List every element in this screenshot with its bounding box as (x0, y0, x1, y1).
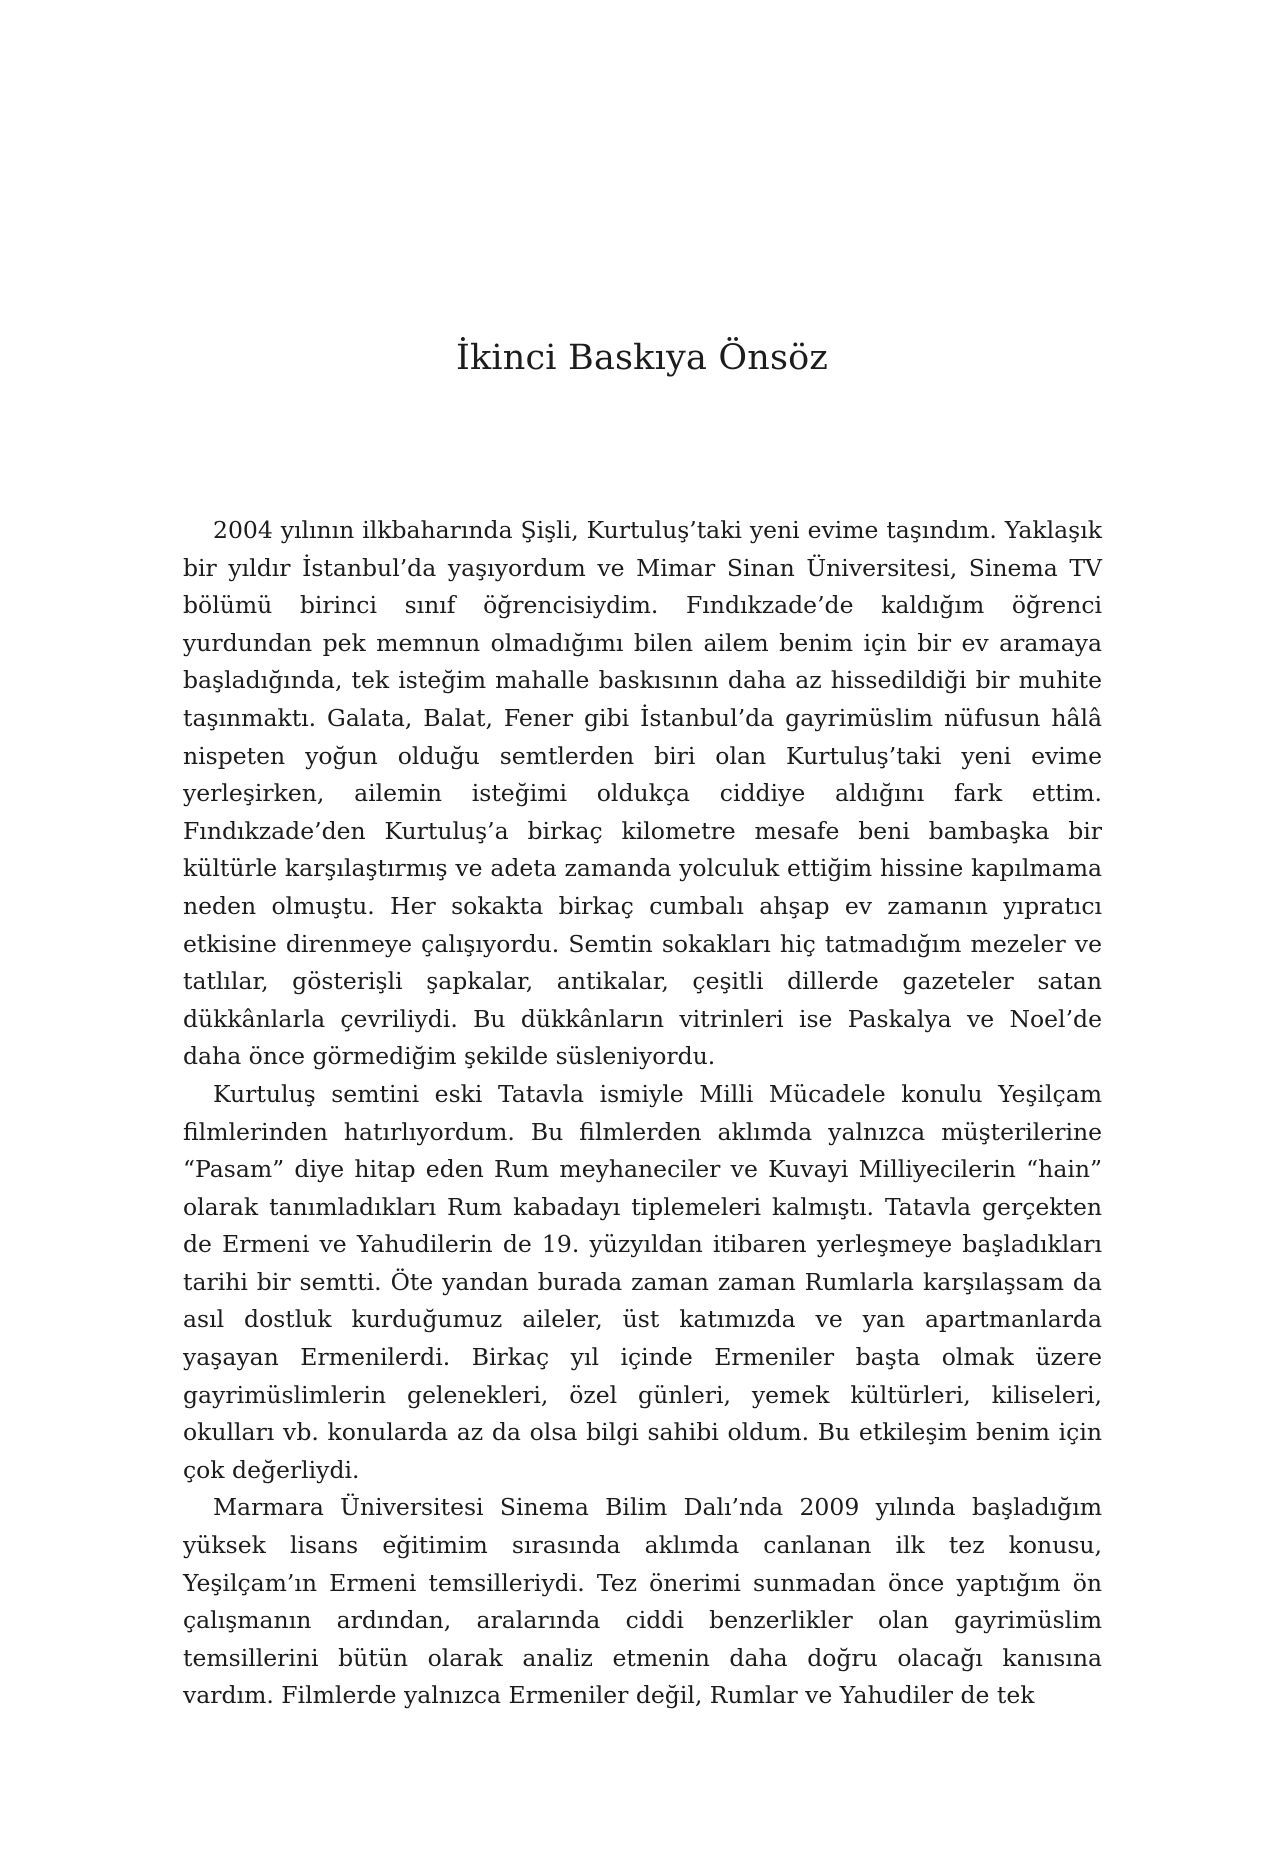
page-title: İkinci Baskıya Önsöz (455, 338, 829, 378)
paragraph: Marmara Üniversitesi Sinema Bilim Dalı’nda 2009 yılında başladığım yüksek lisans eğitimim sırasında aklımda canlanan ilk tez konusu, Yeşilçam’ın Ermeni temsilleriydi. Tez önerimi sunmadan önce yaptığım ön çalışmanın ardından, aralarında ciddi benzerlikler olan gayrimüslim temsillerini bütün olarak analiz etmenin daha doğru olacağı kanısına vardım. Filmlerde yalnızca Ermeniler değil, Rumlar ve Yahudiler de tek (183, 1493, 1102, 1710)
body-text (183, 512, 1102, 1715)
paragraph: Kurtuluş semtini eski Tatavla ismiyle Milli Mücadele konulu Yeşilçam filmlerinden hatırlıyordum. Bu filmlerden aklımda yalnızca müşterilerine “Pasam” diye hitap eden Rum meyhaneciler ve Kuvayi Milliyecilerin “hain” olarak tanımladıkları Rum kabadayı tiplemeleri kalmıştı. Tatavla gerçekten de Ermeni ve Yahudilerin de 19. yüzyıldan itibaren yerleşmeye başladıkları tarihi bir semtti. Öte yandan burada zaman zaman Rumlarla karşılaşsam da asıl dostluk kurduğumuz aileler, üst katımızda ve yan apartmanlarda yaşayan Ermenilerdi. Birkaç yıl içinde Ermeniler başta olmak üzere gayrimüslimlerin gelenekleri, özel günleri, yemek kültürleri, kiliseleri, okulları vb. konularda az da olsa bilgi sahibi oldum. Bu etkileşim benim için çok değerliydi. (183, 1079, 1102, 1484)
paragraph: 2004 yılının ilkbaharında Şişli, Kurtuluş’taki yeni evime taşındım. Yaklaşık bir yıldır İstanbul’da yaşıyordum ve Mimar Sinan Üniversitesi, Sinema TV bölümü birinci sınıf öğrencisiydim. Fındıkzade’de kaldığım öğrenci yurdundan pek memnun olmadığımı bilen ailem benim için bir ev aramaya başladığında, tek isteğim mahalle baskısının daha az hissedildiği bir muhite taşınmaktı. Galata, Balat, Fener gibi İstanbul’da gayrimüslim nüfusun hâlâ nispeten yoğun olduğu semtlerden biri olan Kurtuluş’taki yeni evime yerleşirken, ailemin isteğimi oldukça ciddiye aldığını fark ettim. Fındıkzade’den Kurtuluş’a birkaç kilometre mesafe beni bambaşka bir kültürle karşılaştırmış ve adeta zamanda yolculuk ettiğim hissine kapılmama neden olmuştu. Her sokakta birkaç cumbalı ahşap ev zamanın yıpratıcı etkisine direnmeye çalışıyordu. Semtin sokakları hiç tatmadığım mezeler ve tatlılar, gösterişli şapkalar, antikalar, çeşitli dillerde gazeteler satan dükkânlarla çevriliydi. Bu dükkânların vitrinleri ise Paskalya ve Noel’de daha önce görmediğim şekilde süsleniyordu. (183, 516, 1102, 1071)
